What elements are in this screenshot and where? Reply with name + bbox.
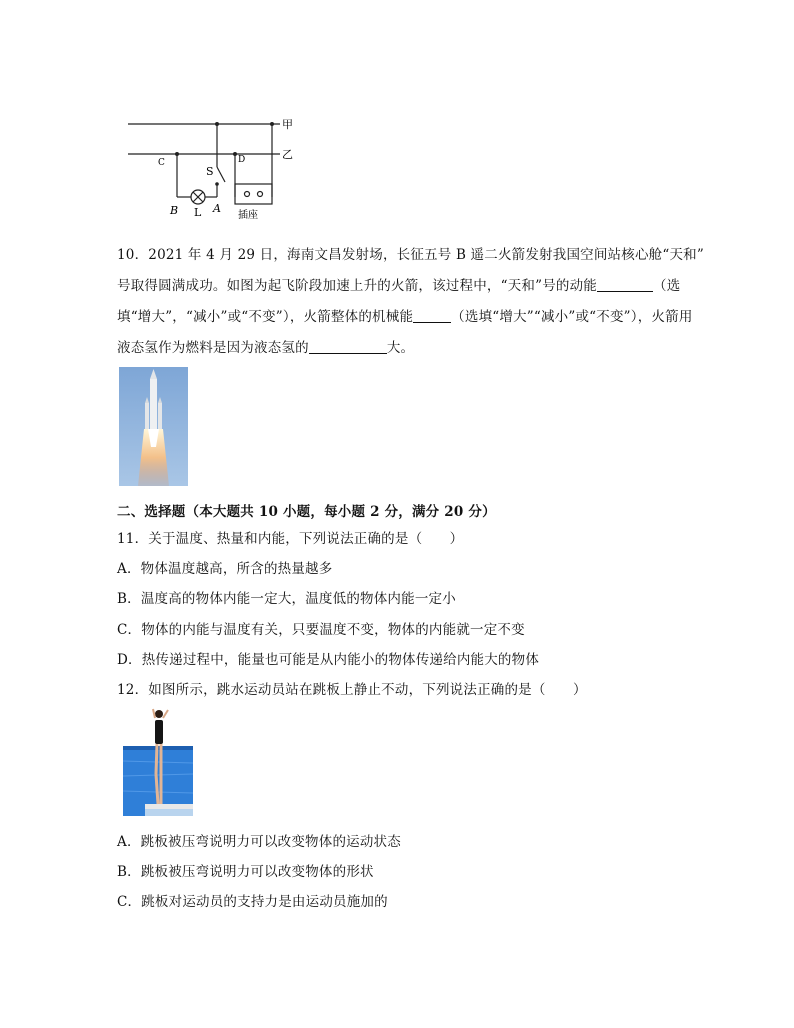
q10-line-2-text: 号取得圆满成功。如图为起飞阶段加速上升的火箭，该过程中，“天和”号的动能 [117,278,598,294]
q10-line-4-tail: 大。 [386,340,415,356]
q12-option-b[interactable]: B．跳板被压弯说明力可以改变物体的形状 [117,864,374,880]
circuit-diagram [120,112,310,224]
q12-option-c[interactable]: C．跳板对运动员的支持力是由运动员施加的 [117,894,388,910]
q11-option-b[interactable]: B．温度高的物体内能一定大，温度低的物体内能一定小 [117,591,456,607]
q12-stem: 12．如图所示，跳水运动员站在跳板上静止不动，下列说法正确的是（ ） [117,682,587,698]
q10-line-3 [117,305,693,325]
q11-stem: 11．关于温度、热量和内能，下列说法正确的是（ ） [117,531,464,547]
q12-option-a[interactable]: A．跳板被压弯说明力可以改变物体的运动状态 [117,834,401,850]
label-s: S [206,165,214,178]
q11-option-a[interactable]: A．物体温度越高，所含的热量越多 [117,561,333,577]
label-d: D [238,155,246,165]
q10-line-3-text: 填“增大”，“减小”或“不变”），火箭整体的机械能 [117,309,414,325]
q10-line-1: 10．2021 年 4 月 29 日，海南文昌发射场，长征五号 B 遥二火箭发射我国空间站核心舱“天和” [117,247,704,263]
label-yi: 乙 [282,148,293,161]
label-socket: 插座 [238,210,258,221]
q10-line-4-text: 液态氢作为燃料是因为液态氢的 [117,340,309,356]
q10-line-4 [117,336,414,356]
label-a: A [213,202,221,215]
q11-option-c[interactable]: C．物体的内能与温度有关，只要温度不变，物体的内能就一定不变 [117,622,525,638]
q11-option-d[interactable]: D．热传递过程中，能量也可能是从内能小的物体传递给内能大的物体 [117,652,540,668]
answer-blank-hydrogen[interactable] [309,340,387,354]
diver-image [123,706,193,816]
q10-line-2 [117,274,680,294]
label-jia: 甲 [282,118,293,131]
q10-line-2-tail: （选 [653,278,681,294]
label-c: C [158,158,165,168]
q10-line-3-tail: （选填“增大”“减小”或“不变”），火箭用 [451,309,693,325]
answer-blank-mechanical-energy[interactable] [413,309,451,323]
label-l: L [194,206,202,219]
section-2-title: 二、选择题（本大题共 10 小题，每小题 2 分，满分 20 分） [117,504,496,520]
rocket-launch-image [119,367,188,486]
label-b: B [170,204,179,217]
answer-blank-kinetic-energy[interactable] [597,278,653,292]
